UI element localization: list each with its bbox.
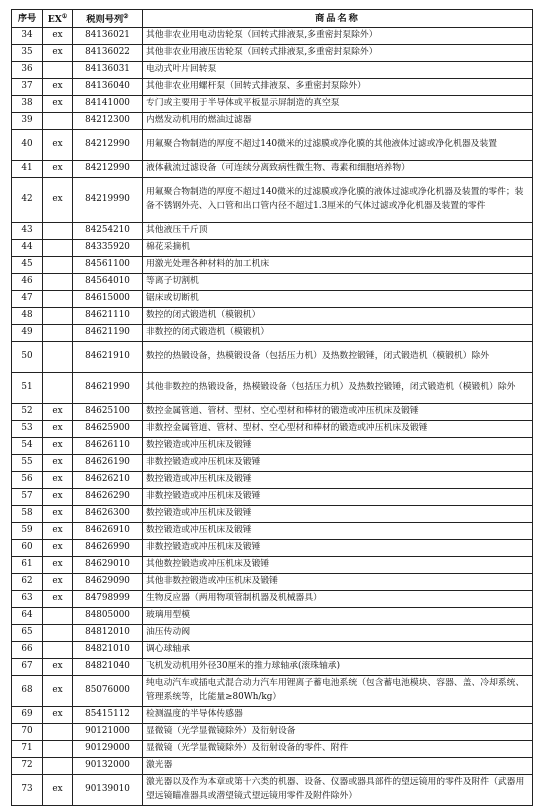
cell-ex: ex bbox=[43, 437, 73, 454]
cell-seq: 66 bbox=[12, 641, 43, 658]
cell-code: 84626910 bbox=[73, 522, 143, 539]
cell-code: 84335920 bbox=[73, 239, 143, 256]
table-row bbox=[12, 505, 533, 522]
cell-ex bbox=[43, 723, 73, 740]
cell-seq: 69 bbox=[12, 706, 43, 723]
cell-ex: ex bbox=[43, 27, 73, 44]
table-row bbox=[12, 488, 533, 505]
cell-ex bbox=[43, 372, 73, 403]
cell-seq: 55 bbox=[12, 454, 43, 471]
cell-ex: ex bbox=[43, 675, 73, 706]
cell-code: 84821010 bbox=[73, 641, 143, 658]
table-row bbox=[12, 61, 533, 78]
cell-code: 84254210 bbox=[73, 222, 143, 239]
cell-ex: ex bbox=[43, 706, 73, 723]
header-ex: EX① bbox=[43, 10, 73, 28]
cell-seq: 68 bbox=[12, 675, 43, 706]
cell-code: 84626300 bbox=[73, 505, 143, 522]
table-row bbox=[12, 177, 533, 222]
cell-name: 用氟聚合物制造的厚度不超过140微米的过滤膜或净化膜的其他液体过滤或净化机器及装置 bbox=[143, 129, 533, 160]
cell-code: 84141000 bbox=[73, 95, 143, 112]
cell-seq: 70 bbox=[12, 723, 43, 740]
cell-name: 数控锻造或冲压机床及锻锤 bbox=[143, 471, 533, 488]
table-row bbox=[12, 641, 533, 658]
cell-seq: 41 bbox=[12, 160, 43, 177]
cell-code: 90129000 bbox=[73, 740, 143, 757]
cell-seq: 44 bbox=[12, 239, 43, 256]
cell-name: 飞机发动机用外径30厘米的推力球轴承(滚珠轴承) bbox=[143, 658, 533, 675]
cell-name: 用氟聚合物制造的厚度不超过140微米的过滤膜或净化膜的液体过滤或净化机器及装置的零件；装备不锈钢外壳、入口管和出口管内径不超过1.3厘米的气体过滤或净化机器及装置的零件 bbox=[143, 177, 533, 222]
table-row bbox=[12, 706, 533, 723]
cell-name: 数控锻造或冲压机床及锻锤 bbox=[143, 505, 533, 522]
table-row bbox=[12, 112, 533, 129]
cell-code: 84626990 bbox=[73, 539, 143, 556]
cell-ex: ex bbox=[43, 129, 73, 160]
table-header-row bbox=[12, 10, 533, 28]
cell-code: 84625900 bbox=[73, 420, 143, 437]
cell-ex bbox=[43, 757, 73, 774]
cell-seq: 51 bbox=[12, 372, 43, 403]
header-code: 税则号列② bbox=[73, 10, 143, 28]
cell-seq: 43 bbox=[12, 222, 43, 239]
table-row bbox=[12, 95, 533, 112]
cell-name: 激光器 bbox=[143, 757, 533, 774]
cell-code: 84136021 bbox=[73, 27, 143, 44]
cell-code: 84626210 bbox=[73, 471, 143, 488]
cell-ex bbox=[43, 61, 73, 78]
cell-name: 检测温度的半导体传感器 bbox=[143, 706, 533, 723]
cell-name: 玻璃用型模 bbox=[143, 607, 533, 624]
cell-seq: 58 bbox=[12, 505, 43, 522]
cell-ex bbox=[43, 222, 73, 239]
cell-ex bbox=[43, 740, 73, 757]
table-row bbox=[12, 774, 533, 805]
cell-code: 84564010 bbox=[73, 273, 143, 290]
table-row bbox=[12, 454, 533, 471]
tariff-table bbox=[11, 9, 533, 806]
cell-code: 85415112 bbox=[73, 706, 143, 723]
cell-name: 数控的闭式锻造机（模锻机） bbox=[143, 307, 533, 324]
cell-code: 84625100 bbox=[73, 403, 143, 420]
cell-code: 84621110 bbox=[73, 307, 143, 324]
cell-seq: 63 bbox=[12, 590, 43, 607]
table-row bbox=[12, 573, 533, 590]
cell-ex: ex bbox=[43, 522, 73, 539]
table-row bbox=[12, 239, 533, 256]
cell-ex: ex bbox=[43, 78, 73, 95]
cell-ex bbox=[43, 273, 73, 290]
cell-ex: ex bbox=[43, 539, 73, 556]
table-body bbox=[12, 27, 533, 805]
cell-seq: 65 bbox=[12, 624, 43, 641]
cell-name: 生物反应器（两用物项管制机器及机械器具） bbox=[143, 590, 533, 607]
cell-code: 84212990 bbox=[73, 160, 143, 177]
cell-seq: 45 bbox=[12, 256, 43, 273]
table-row bbox=[12, 522, 533, 539]
table-row bbox=[12, 27, 533, 44]
table-row bbox=[12, 723, 533, 740]
cell-seq: 56 bbox=[12, 471, 43, 488]
cell-ex: ex bbox=[43, 573, 73, 590]
cell-code: 90121000 bbox=[73, 723, 143, 740]
cell-name: 电动式叶片回转泵 bbox=[143, 61, 533, 78]
cell-name: 非数控锻造或冲压机床及锻锤 bbox=[143, 539, 533, 556]
table-row bbox=[12, 757, 533, 774]
table-row bbox=[12, 78, 533, 95]
cell-name: 等离子切割机 bbox=[143, 273, 533, 290]
cell-ex bbox=[43, 256, 73, 273]
table-row bbox=[12, 307, 533, 324]
cell-name: 数控锻造或冲压机床及锻锤 bbox=[143, 522, 533, 539]
cell-name: 其他非农业用液压齿轮泵（回转式排液泵,多重密封泵除外） bbox=[143, 44, 533, 61]
cell-ex: ex bbox=[43, 160, 73, 177]
cell-name: 纯电动汽车或插电式混合动力汽车用锂离子蓄电池系统（包含蓄电池模块、容器、盖、冷却系统、管理系统等，比能量≥80Wh/kg） bbox=[143, 675, 533, 706]
cell-ex bbox=[43, 341, 73, 372]
table-row bbox=[12, 556, 533, 573]
cell-code: 84812010 bbox=[73, 624, 143, 641]
table-row bbox=[12, 675, 533, 706]
table-row bbox=[12, 222, 533, 239]
cell-code: 90139010 bbox=[73, 774, 143, 805]
cell-seq: 47 bbox=[12, 290, 43, 307]
cell-ex bbox=[43, 290, 73, 307]
table-row bbox=[12, 273, 533, 290]
cell-code: 84621990 bbox=[73, 372, 143, 403]
cell-seq: 57 bbox=[12, 488, 43, 505]
cell-name: 内燃发动机用的燃油过滤器 bbox=[143, 112, 533, 129]
table-row bbox=[12, 129, 533, 160]
cell-code: 84821040 bbox=[73, 658, 143, 675]
table-row bbox=[12, 160, 533, 177]
table-row bbox=[12, 372, 533, 403]
cell-seq: 50 bbox=[12, 341, 43, 372]
cell-seq: 59 bbox=[12, 522, 43, 539]
cell-code: 84798999 bbox=[73, 590, 143, 607]
cell-ex: ex bbox=[43, 556, 73, 573]
table-row bbox=[12, 44, 533, 61]
cell-name: 非数控的闭式锻造机（模锻机） bbox=[143, 324, 533, 341]
cell-name: 数控金属管道、管材、型材、空心型材和棒材的锻造或冲压机床及锻锤 bbox=[143, 403, 533, 420]
cell-name: 数控的热锻设备，热模锻设备（包括压力机）及热数控锻锤，闭式锻造机（模锻机）除外 bbox=[143, 341, 533, 372]
cell-ex bbox=[43, 239, 73, 256]
cell-code: 84561100 bbox=[73, 256, 143, 273]
cell-ex bbox=[43, 307, 73, 324]
cell-code: 85076000 bbox=[73, 675, 143, 706]
cell-name: 专门或主要用于半导体或平板显示屏制造的真空泵 bbox=[143, 95, 533, 112]
cell-seq: 46 bbox=[12, 273, 43, 290]
cell-seq: 54 bbox=[12, 437, 43, 454]
cell-code: 84629010 bbox=[73, 556, 143, 573]
cell-seq: 39 bbox=[12, 112, 43, 129]
cell-ex bbox=[43, 112, 73, 129]
cell-ex bbox=[43, 641, 73, 658]
cell-code: 84212990 bbox=[73, 129, 143, 160]
cell-name: 显微镜（光学显微镜除外）及衍射设备的零件、附件 bbox=[143, 740, 533, 757]
table-row bbox=[12, 590, 533, 607]
cell-code: 84219990 bbox=[73, 177, 143, 222]
cell-name: 其他非农业用电动齿轮泵（回转式排液泵,多重密封泵除外） bbox=[143, 27, 533, 44]
table-row bbox=[12, 256, 533, 273]
cell-seq: 73 bbox=[12, 774, 43, 805]
cell-seq: 35 bbox=[12, 44, 43, 61]
cell-name: 棉花采摘机 bbox=[143, 239, 533, 256]
table-row bbox=[12, 471, 533, 488]
cell-seq: 53 bbox=[12, 420, 43, 437]
cell-name: 用激光处理各种材料的加工机床 bbox=[143, 256, 533, 273]
cell-seq: 40 bbox=[12, 129, 43, 160]
cell-ex bbox=[43, 624, 73, 641]
cell-ex: ex bbox=[43, 95, 73, 112]
cell-seq: 42 bbox=[12, 177, 43, 222]
cell-code: 84615000 bbox=[73, 290, 143, 307]
cell-code: 84626110 bbox=[73, 437, 143, 454]
cell-name: 调心球轴承 bbox=[143, 641, 533, 658]
cell-code: 84212300 bbox=[73, 112, 143, 129]
cell-seq: 64 bbox=[12, 607, 43, 624]
cell-seq: 60 bbox=[12, 539, 43, 556]
cell-name: 其他非数控的热锻设备，热模锻设备（包括压力机）及热数控锻锤，闭式锻造机（模锻机）除外 bbox=[143, 372, 533, 403]
table-row bbox=[12, 624, 533, 641]
cell-seq: 72 bbox=[12, 757, 43, 774]
table-row bbox=[12, 420, 533, 437]
cell-seq: 71 bbox=[12, 740, 43, 757]
cell-code: 84136031 bbox=[73, 61, 143, 78]
cell-name: 非数控锻造或冲压机床及锻锤 bbox=[143, 488, 533, 505]
cell-name: 非数控金属管道、管材、型材、空心型材和棒材的锻造或冲压机床及锻锤 bbox=[143, 420, 533, 437]
cell-ex: ex bbox=[43, 471, 73, 488]
cell-seq: 49 bbox=[12, 324, 43, 341]
cell-code: 84136022 bbox=[73, 44, 143, 61]
cell-ex: ex bbox=[43, 177, 73, 222]
cell-ex: ex bbox=[43, 488, 73, 505]
cell-code: 84629090 bbox=[73, 573, 143, 590]
cell-seq: 61 bbox=[12, 556, 43, 573]
table-row bbox=[12, 341, 533, 372]
cell-name: 数控锻造或冲压机床及锻锤 bbox=[143, 437, 533, 454]
table-row bbox=[12, 658, 533, 675]
cell-name: 锯床或切断机 bbox=[143, 290, 533, 307]
cell-name: 其他数控锻造或冲压机床及锻锤 bbox=[143, 556, 533, 573]
cell-seq: 52 bbox=[12, 403, 43, 420]
cell-ex bbox=[43, 324, 73, 341]
cell-name: 其他非农业用螺杆泵（回转式排液泵、多重密封泵除外） bbox=[143, 78, 533, 95]
cell-code: 84626190 bbox=[73, 454, 143, 471]
cell-name: 其他液压千斤顶 bbox=[143, 222, 533, 239]
cell-ex bbox=[43, 607, 73, 624]
cell-ex: ex bbox=[43, 658, 73, 675]
cell-seq: 67 bbox=[12, 658, 43, 675]
cell-seq: 36 bbox=[12, 61, 43, 78]
cell-name: 油压传动阀 bbox=[143, 624, 533, 641]
cell-code: 84805000 bbox=[73, 607, 143, 624]
cell-seq: 37 bbox=[12, 78, 43, 95]
table-row bbox=[12, 290, 533, 307]
cell-ex: ex bbox=[43, 774, 73, 805]
cell-seq: 48 bbox=[12, 307, 43, 324]
cell-code: 90132000 bbox=[73, 757, 143, 774]
cell-name: 液体截流过滤设备（可连续分离致病性微生物、毒素和细胞培养物） bbox=[143, 160, 533, 177]
cell-ex: ex bbox=[43, 590, 73, 607]
cell-seq: 38 bbox=[12, 95, 43, 112]
cell-ex: ex bbox=[43, 505, 73, 522]
cell-ex: ex bbox=[43, 44, 73, 61]
table-row bbox=[12, 324, 533, 341]
table-row bbox=[12, 437, 533, 454]
table-row bbox=[12, 403, 533, 420]
cell-name: 显微镜（光学显微镜除外）及衍射设备 bbox=[143, 723, 533, 740]
cell-seq: 34 bbox=[12, 27, 43, 44]
table-row bbox=[12, 607, 533, 624]
cell-code: 84626290 bbox=[73, 488, 143, 505]
header-name: 商品名称 bbox=[143, 10, 533, 28]
cell-name: 激光器以及作为本章或第十六类的机器、设备、仪器或器具部件的望远镜用的零件及附件（武器用望远镜瞄准器具或潜望镜式望远镜用零件及附件除外） bbox=[143, 774, 533, 805]
cell-ex: ex bbox=[43, 420, 73, 437]
cell-seq: 62 bbox=[12, 573, 43, 590]
cell-name: 非数控锻造或冲压机床及锻锤 bbox=[143, 454, 533, 471]
cell-ex: ex bbox=[43, 454, 73, 471]
cell-code: 84136040 bbox=[73, 78, 143, 95]
table-row bbox=[12, 539, 533, 556]
table-row bbox=[12, 740, 533, 757]
cell-ex: ex bbox=[43, 403, 73, 420]
cell-code: 84621910 bbox=[73, 341, 143, 372]
cell-name: 其他非数控锻造或冲压机床及锻锤 bbox=[143, 573, 533, 590]
cell-code: 84621190 bbox=[73, 324, 143, 341]
header-seq: 序号 bbox=[12, 10, 43, 28]
